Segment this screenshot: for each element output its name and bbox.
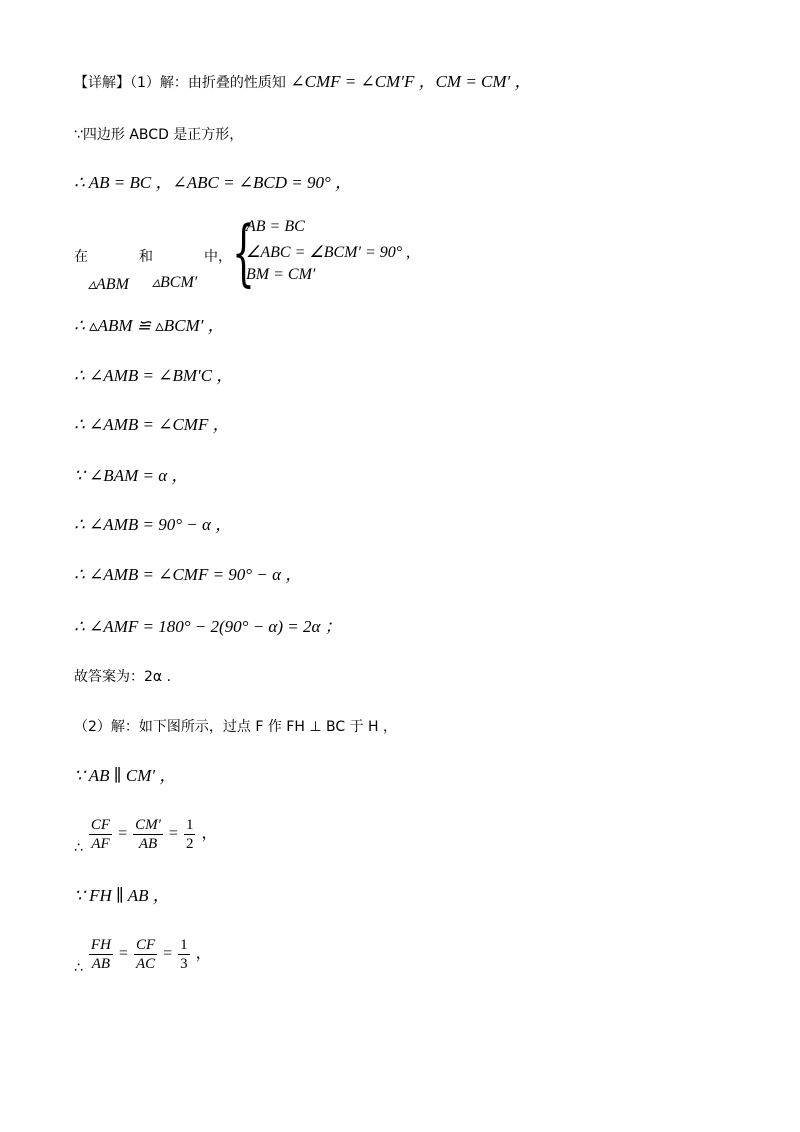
fraction-one-third	[178, 936, 190, 973]
line-ab-parallel-cm: ∵ AB ∥ CM′ ，	[74, 766, 177, 785]
ratio-line-2	[74, 936, 212, 976]
line-ab-eq-bc: ∴ AB = BC ，∠ABC = ∠BCD = 90° ，	[74, 173, 353, 192]
fraction-cm-ab	[133, 816, 163, 853]
fraction-denominator: AB	[138, 836, 158, 852]
line-angle-bam: ∵ ∠BAM = α ，	[74, 466, 189, 485]
therefore-symbol: ∴	[74, 960, 83, 977]
answer-line: 故答案为：2α .	[74, 669, 172, 685]
fraction-denominator: AC	[135, 956, 156, 972]
line-angle-amf: ∴ ∠AMF = 180° − 2(90° − α) = 2α ；	[74, 617, 342, 636]
fraction-numerator: FH	[90, 937, 111, 953]
line-angle-amb-cmf: ∴ ∠AMB = ∠CMF ，	[74, 415, 230, 434]
fraction-denominator: 2	[185, 836, 194, 852]
word-zai: 在	[74, 249, 88, 265]
fraction-fh-ab	[89, 936, 113, 973]
fraction-numerator: CF	[90, 817, 111, 833]
comma: ，	[195, 945, 212, 963]
word-zhong: 中，	[204, 249, 232, 265]
step-1-math: ∠CMF = ∠CM′F ，CM = CM′ ，	[290, 72, 532, 91]
fraction-one-half	[184, 816, 196, 853]
step-1-text: 【详解】（1）解：由折叠的性质知	[74, 75, 286, 91]
line-angle-amb-value: ∴ ∠AMB = 90° − α ，	[74, 515, 233, 534]
equals-sign: =	[118, 945, 128, 963]
fraction-numerator: 1	[185, 817, 194, 833]
line-congruent: ∴ ▵ABM ≌ ▵BCM′ ，	[74, 316, 225, 335]
fraction-denominator: AB	[91, 956, 111, 972]
fraction-denominator: AF	[91, 836, 110, 852]
equals-sign: =	[168, 825, 178, 843]
triangle-abm: ▵ABM	[88, 276, 129, 293]
therefore-symbol: ∴	[74, 840, 83, 857]
equals-sign: =	[118, 825, 128, 843]
fraction-denominator: 3	[180, 956, 188, 972]
left-brace-icon: {	[232, 210, 255, 294]
line-fh-parallel-ab: ∵ FH ∥ AB ，	[74, 886, 170, 905]
fraction-cf-ac	[134, 936, 157, 973]
line-square-statement: ∵四边形 ABCD 是正方形，	[74, 127, 244, 143]
line-angle-amb-cmf-value: ∴ ∠AMB = ∠CMF = 90° − α ，	[74, 565, 303, 584]
fraction-numerator: 1	[180, 937, 188, 953]
fraction-numerator: CF	[135, 937, 156, 953]
step-2-header: （2）解：如下图所示，过点 F 作 FH ⊥ BC 于 H ，	[74, 719, 397, 735]
system-row-3: BM = CM′	[246, 266, 316, 283]
ratio-line-1	[74, 816, 217, 856]
triangle-bcm-prime: ▵BCM′	[152, 274, 198, 291]
equals-sign: =	[163, 945, 173, 963]
system-row-2: ∠ABC = ∠BCM′ = 90° ,	[246, 244, 411, 261]
fraction-cf-af	[89, 816, 112, 853]
word-he: 和	[139, 249, 153, 265]
system-row-1: AB = BC	[246, 218, 305, 235]
step-1-header	[74, 72, 532, 93]
line-angle-amb-bmc: ∴ ∠AMB = ∠BM′C ，	[74, 366, 234, 385]
fraction-numerator: CM′	[135, 817, 161, 833]
comma: ，	[201, 825, 218, 843]
